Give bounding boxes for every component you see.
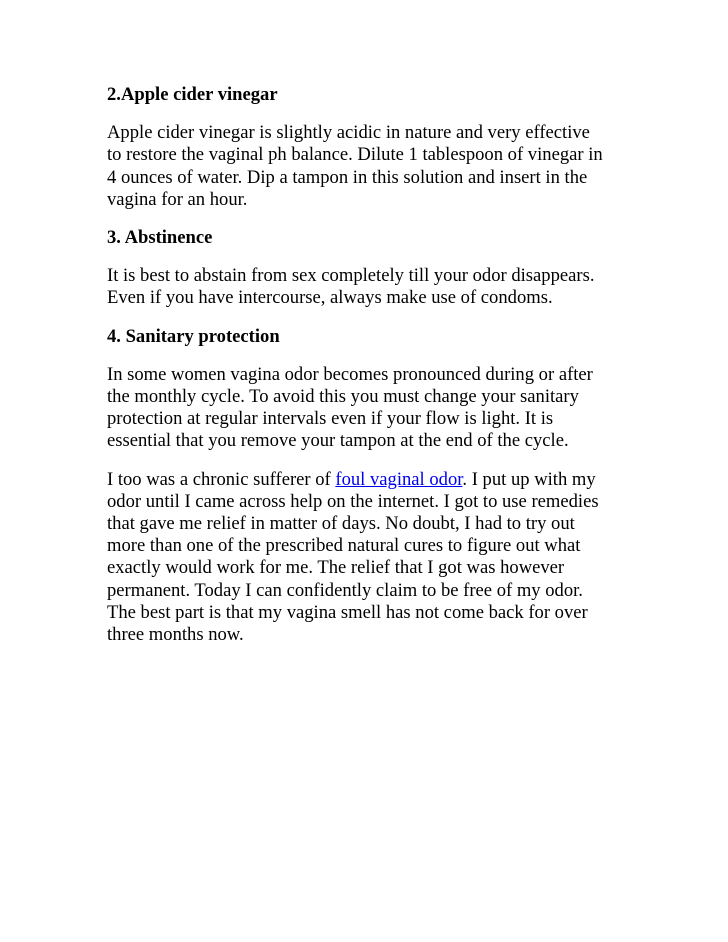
paragraph-line: It is best to abstain from sex completely till your odor disappears.: [107, 265, 595, 287]
paragraph-line: Even if you have intercourse, always make use of condoms.: [107, 287, 553, 309]
section-heading-sanitary-protection: 4. Sanitary protection: [107, 325, 280, 347]
section-heading-abstinence: 3. Abstinence: [107, 227, 213, 249]
paragraph-line: permanent. Today I can confidently claim to be free of my odor.: [107, 579, 583, 601]
paragraph-line: The best part is that my vagina smell has not come back for over: [107, 601, 588, 623]
paragraph-closing-testimonial: [107, 469, 627, 647]
paragraph-line: protection at regular intervals even if your flow is light. It is: [107, 408, 554, 430]
section-heading-apple-cider-vinegar: 2.Apple cider vinegar: [107, 84, 278, 105]
paragraph-line: that gave me relief in matter of days. No doubt, I had to try out: [107, 513, 575, 535]
document-page: [107, 84, 627, 662]
paragraph-line: essential that you remove your tampon at the end of the cycle.: [107, 430, 569, 452]
paragraph-line: more than one of the prescribed natural cures to figure out what: [107, 535, 581, 557]
paragraph-line: odor until I came across help on the internet. I got to use remedies: [107, 490, 599, 512]
paragraph-line-with-link: [107, 469, 627, 491]
foul-vaginal-odor-link[interactable]: foul vaginal odor: [335, 468, 463, 490]
paragraph-line: Apple cider vinegar is slightly acidic in nature and very effective: [107, 122, 590, 144]
paragraph-line: to restore the vaginal ph balance. Dilute 1 tablespoon of vinegar in: [107, 144, 603, 166]
paragraph-line: three months now.: [107, 624, 244, 646]
paragraph-abstinence: [107, 265, 627, 309]
paragraph-sanitary-protection: [107, 364, 627, 453]
closing-text-after-link: . I put up with my: [462, 468, 596, 490]
paragraph-line: the monthly cycle. To avoid this you must change your sanitary: [107, 386, 579, 408]
paragraph-line: vagina for an hour.: [107, 188, 248, 210]
paragraph-line: In some women vagina odor becomes pronounced during or after: [107, 363, 593, 385]
paragraph-apple-cider-vinegar: [107, 122, 627, 211]
paragraph-line: 4 ounces of water. Dip a tampon in this solution and insert in the: [107, 166, 588, 188]
closing-text-before-link: I too was a chronic sufferer of: [107, 468, 336, 490]
paragraph-line: exactly would work for me. The relief that I got was however: [107, 557, 565, 579]
